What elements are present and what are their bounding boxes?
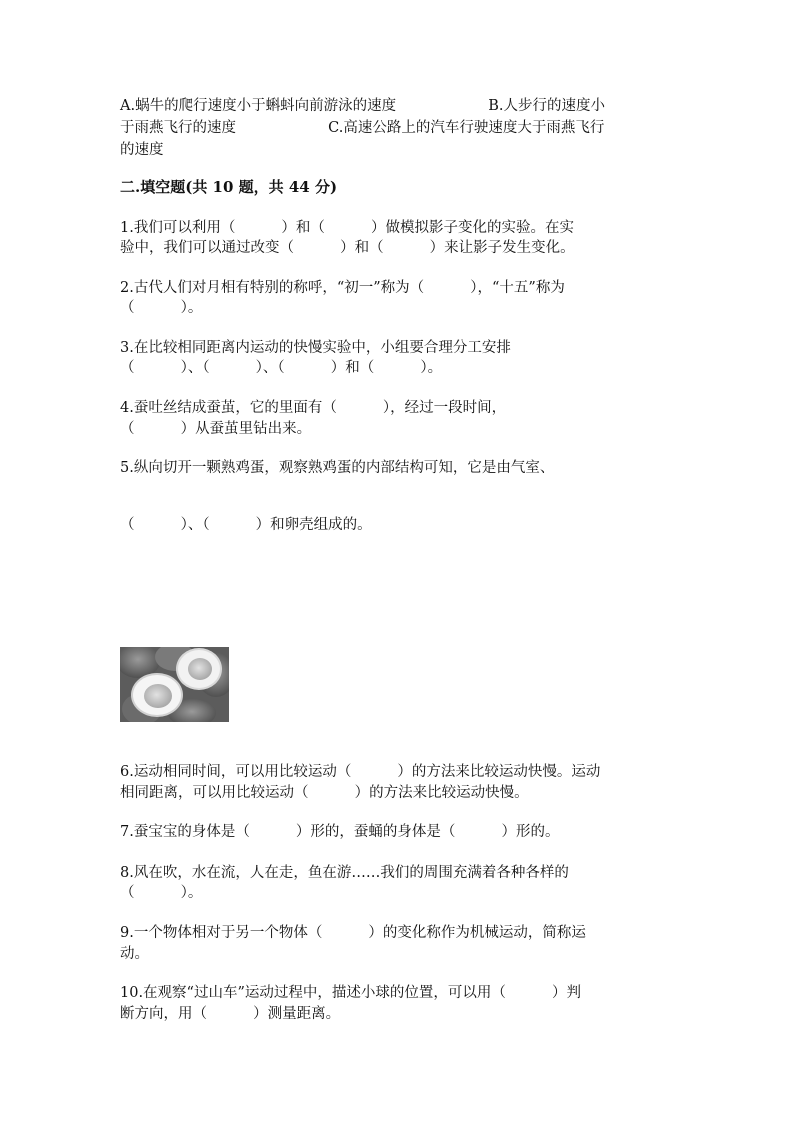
question-line: 验中，我们可以通过改变（ ）和（ ）来让影子发生变化。 (120, 240, 575, 256)
question-line: 2.古代人们对月相有特别的称呼，“初一”称为（ ），“十五”称为 (120, 280, 565, 296)
question-line: 10.在观察“过山车”运动过程中，描述小球的位置，可以用（ ）判 (120, 985, 581, 1001)
question-line: 7.蚕宝宝的身体是（ ）形的，蚕蛹的身体是（ ）形的。 (120, 824, 560, 840)
question-line: （ ）从蚕茧里钻出来。 (120, 421, 312, 437)
question-line: 9.一个物体相对于另一个物体（ ）的变化称作为机械运动，简称运 (120, 925, 586, 941)
question-line: 4.蚕吐丝结成蚕茧，它的里面有（ ），经过一段时间， (120, 400, 507, 416)
option-line-3: 的速度 (120, 142, 164, 158)
question-line: 相同距离，可以用比较运动（ ）的方法来比较运动快慢。 (120, 785, 529, 801)
question-line: （ ）、（ ）、（ ）和（ ）。 (120, 360, 443, 376)
question-line: （ ）。 (120, 885, 203, 901)
section-title: 二.填空题(共 10 题，共 44 分) (120, 178, 338, 196)
question-line: 断方向，用（ ）测量距离。 (120, 1006, 341, 1022)
question-line: 8.风在吹，水在流，人在走，鱼在游……我们的周围充满着各种各样的 (120, 865, 569, 881)
question-line: 5.纵向切开一颗熟鸡蛋，观察熟鸡蛋的内部结构可知，它是由气室、 (120, 460, 555, 476)
option-line-1: A.蜗牛的爬行速度小于蝌蚪向前游泳的速度 B.人步行的速度小 (120, 98, 606, 114)
question-line: （ ）、（ ）和卵壳组成的。 (120, 517, 372, 533)
question-line: （ ）。 (120, 300, 203, 316)
question-line: 6.运动相同时间，可以用比较运动（ ）的方法来比较运动快慢。运动 (120, 764, 601, 780)
question-line: 3.在比较相同距离内运动的快慢实验中，小组要合理分工安排 (120, 340, 511, 356)
option-line-2: 于雨燕飞行的速度 C.高速公路上的汽车行驶速度大于雨燕飞行 (120, 120, 605, 136)
question-line: 1.我们可以利用（ ）和（ ）做模拟影子变化的实验。在实 (120, 220, 575, 236)
boiled-egg-photo (120, 647, 229, 722)
question-line: 动。 (120, 946, 149, 962)
